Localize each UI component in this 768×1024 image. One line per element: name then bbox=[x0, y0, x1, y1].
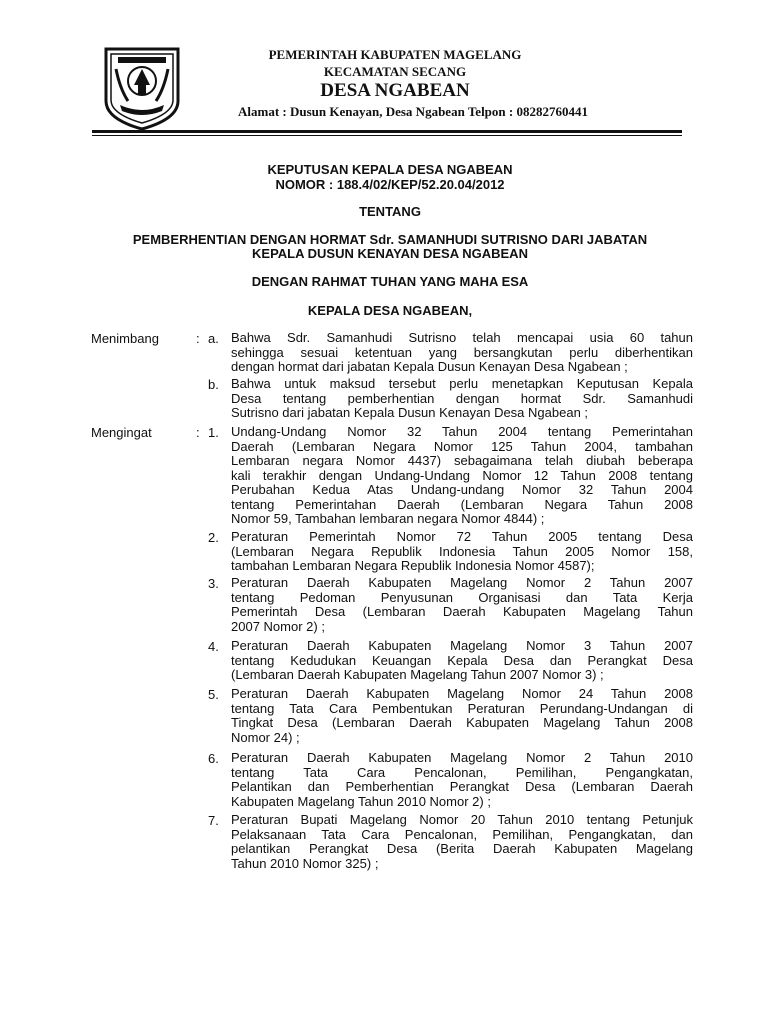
text-line: (Lembaran Negara Republik Indonesia Tahun 2005 Nomor 158, bbox=[231, 543, 693, 559]
text-line: kali terakhir dengan Undang-Undang Nomor 12 Tahun 2008 tentang bbox=[231, 467, 693, 483]
text-line: Lembaran negara Nomor 4437) sebagaimana telah diubah beberapa bbox=[231, 453, 693, 468]
letterhead-address: Alamat : Dusun Kenayan, Desa Ngabean Telpon : 08282760441 bbox=[238, 104, 588, 119]
decree-title: KEPUTUSAN KEPALA DESA NGABEAN bbox=[267, 162, 513, 177]
text-line: tentang Pemerintahan Daerah (Lembaran Negara Tahun 2008 bbox=[231, 496, 693, 512]
text-line: Pemerintah Desa (Lembaran Daerah Kabupaten Magelang Tahun bbox=[231, 604, 693, 619]
mengingat-colon: : bbox=[196, 425, 200, 440]
text-line: Undang-Undang Nomor 32 Tahun 2004 tentang Pemerintahan bbox=[231, 424, 693, 439]
mengingat-4-mark: 4. bbox=[208, 639, 219, 654]
mengingat-7-text bbox=[231, 813, 693, 871]
decree-number: NOMOR : 188.4/02/KEP/52.20.04/2012 bbox=[275, 177, 505, 192]
mengingat-2-text bbox=[231, 530, 693, 574]
text-line: (Lembaran Daerah Kabupaten Magelang Tahun 2007 Nomor 3) ; bbox=[231, 667, 604, 682]
mengingat-5-mark: 5. bbox=[208, 687, 219, 702]
menimbang-colon: : bbox=[196, 331, 200, 346]
text-line: Nomor 24) ; bbox=[231, 729, 300, 745]
text-line: Peraturan Daerah Kabupaten Magelang Nomor 2 Tahun 2010 bbox=[231, 750, 693, 765]
mengingat-2-mark: 2. bbox=[208, 530, 219, 545]
menimbang-a-mark: a. bbox=[208, 331, 219, 346]
text-line: tentang Tata Cara Pencalonan, Pemilihan, Pengangkatan, bbox=[231, 764, 693, 780]
mengingat-label: Mengingat bbox=[91, 425, 152, 440]
text-line: Peraturan Daerah Kabupaten Magelang Nomor 3 Tahun 2007 bbox=[231, 638, 693, 653]
menimbang-label: Menimbang bbox=[91, 331, 159, 346]
text-line: dengan hormat dari jabatan Kepala Dusun Kenayan Desa Ngabean ; bbox=[231, 359, 628, 374]
text-line: Tahun 2010 Nomor 325) ; bbox=[231, 855, 379, 871]
text-line: Bahwa Sdr. Samanhudi Sutrisno telah mencapai usia 60 tahun bbox=[231, 330, 693, 345]
text-line: Peraturan Daerah Kabupaten Magelang Nomor 2 Tahun 2007 bbox=[231, 575, 693, 590]
text-line: Peraturan Pemerintah Nomor 72 Tahun 2005 tentang Desa bbox=[231, 529, 693, 544]
text-line: tentang Pedoman Penyusunan Organisasi dan Tata Kerja bbox=[231, 589, 693, 605]
decree-subject-line2: KEPALA DUSUN KENAYAN DESA NGABEAN bbox=[252, 246, 528, 261]
mengingat-3-text bbox=[231, 576, 693, 634]
menimbang-b-mark: b. bbox=[208, 377, 219, 392]
decree-tentang: TENTANG bbox=[359, 204, 421, 219]
menimbang-b-text bbox=[231, 377, 693, 421]
mengingat-6-text bbox=[231, 751, 693, 809]
mengingat-4-text bbox=[231, 639, 693, 683]
text-line: Perubahan Kedua Atas Undang-undang Nomor 32 Tahun 2004 bbox=[231, 482, 693, 497]
text-line: Tingkat Desa (Lembaran Daerah Kabupaten Magelang Tahun 2008 bbox=[231, 715, 693, 730]
text-line: sehingga sesuai ketentuan yang bersangkutan perlu diberhentikan bbox=[231, 344, 693, 360]
text-line: Desa tentang pemberhentian dengan hormat Sdr. Samanhudi bbox=[231, 390, 693, 406]
mengingat-5-text bbox=[231, 687, 693, 745]
text-line: Peraturan Bupati Magelang Nomor 20 Tahun 2010 tentang Petunjuk bbox=[231, 812, 693, 827]
mengingat-7-mark: 7. bbox=[208, 813, 219, 828]
decree-subject-line1: PEMBERHENTIAN DENGAN HORMAT Sdr. SAMANHUDI SUTRISNO DARI JABATAN bbox=[132, 232, 648, 247]
text-line: Bahwa untuk maksud tersebut perlu menetapkan Keputusan Kepala bbox=[231, 376, 693, 391]
menimbang-a-text bbox=[231, 331, 693, 375]
text-line: Peraturan Daerah Kabupaten Magelang Nomor 24 Tahun 2008 bbox=[231, 686, 693, 701]
text-line: tentang Tata Cara Pembentukan Peraturan Perundang-Undangan di bbox=[231, 700, 693, 716]
letterhead-district: KECAMATAN SECANG bbox=[323, 64, 467, 79]
decree-blessing: DENGAN RAHMAT TUHAN YANG MAHA ESA bbox=[251, 274, 529, 289]
text-line: pelantikan Perangkat Desa (Berita Daerah Kabupaten Magelang bbox=[231, 841, 693, 856]
text-line: Sutrisno dari jabatan Kepala Dusun Kenayan Desa Ngabean ; bbox=[231, 405, 589, 420]
mengingat-1-mark: 1. bbox=[208, 425, 219, 440]
letterhead-regency: PEMERINTAH KABUPATEN MAGELANG bbox=[268, 47, 522, 62]
text-line: Pelaksanaan Tata Cara Pencalonan, Pemilihan, Pengangkatan, dan bbox=[231, 826, 693, 842]
text-line: Nomor 59, Tambahan lembaran negara Nomor 4844) ; bbox=[231, 511, 545, 526]
text-line: Daerah (Lembaran Negara Nomor 125 Tahun 2004, tambahan bbox=[231, 438, 693, 454]
mengingat-1-text bbox=[231, 425, 693, 527]
regency-emblem-logo bbox=[102, 45, 182, 131]
text-line: Kabupaten Magelang Tahun 2010 Nomor 2) ; bbox=[231, 793, 491, 809]
text-line: 2007 Nomor 2) ; bbox=[231, 618, 325, 634]
letterhead-rule-thick bbox=[92, 130, 682, 133]
letterhead-village: DESA NGABEAN bbox=[320, 80, 470, 101]
decree-official: KEPALA DESA NGABEAN, bbox=[307, 303, 473, 318]
text-line: tentang Kedudukan Keuangan Kepala Desa dan Perangkat Desa bbox=[231, 652, 693, 668]
mengingat-6-mark: 6. bbox=[208, 751, 219, 766]
letterhead-rule-thin bbox=[92, 135, 682, 136]
mengingat-3-mark: 3. bbox=[208, 576, 219, 591]
text-line: tambahan Lembaran Negara Republik Indonesia Nomor 4587); bbox=[231, 558, 595, 573]
text-line: Pelantikan dan Pemberhentian Perangkat Desa (Lembaran Daerah bbox=[231, 779, 693, 794]
